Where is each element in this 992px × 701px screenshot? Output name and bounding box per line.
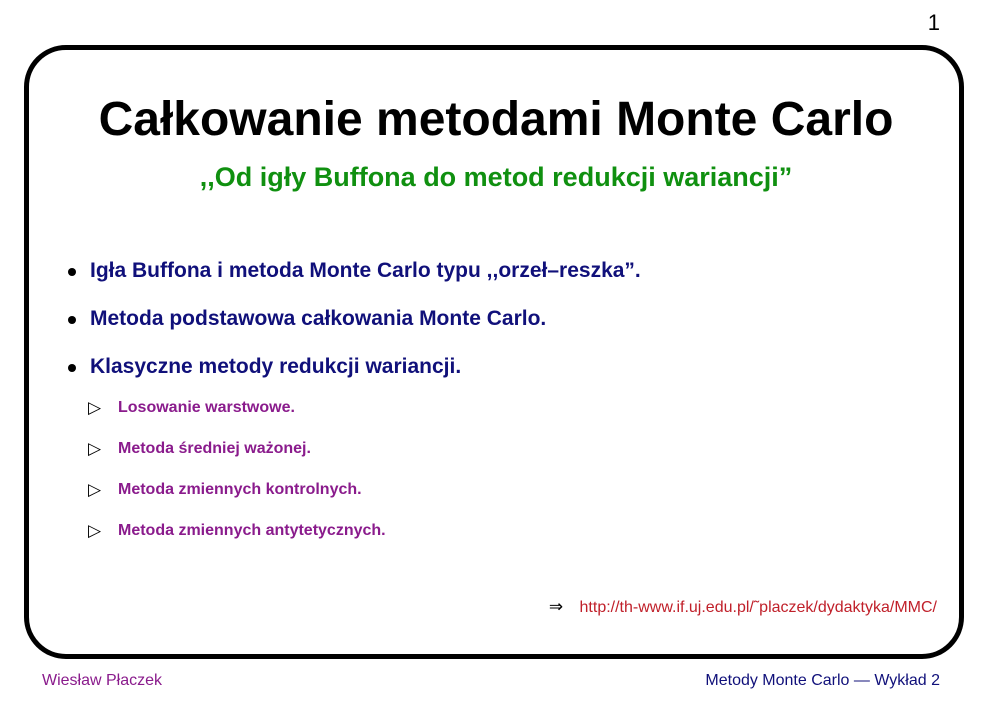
- footer-author: Wiesław Płaczek: [42, 672, 163, 689]
- sub-bullet-item: [88, 521, 386, 562]
- bullet-dot-icon: [68, 364, 76, 372]
- bullet-item: [65, 354, 641, 402]
- bullet-dot-icon: [68, 316, 76, 324]
- bullet-text: Metoda podstawowa całkowania Monte Carlo.: [90, 307, 547, 330]
- bullet-item: [65, 306, 641, 354]
- slide-title: Całkowanie metodami Monte Carlo: [98, 93, 894, 146]
- triangle-right-icon: ▷: [88, 480, 102, 500]
- bullet-text: Klasyczne metody redukcji wariancji.: [90, 355, 462, 378]
- sub-bullet-text: Metoda zmiennych antytetycznych.: [118, 522, 386, 539]
- bullet-dot-icon: [68, 268, 76, 276]
- footer-course: Metody Monte Carlo — Wykład 2: [705, 672, 940, 689]
- sub-bullet-text: Losowanie warstwowe.: [118, 399, 295, 416]
- sub-bullet-item: [88, 398, 386, 439]
- sub-bullet-item: [88, 480, 386, 521]
- bullet-item: [65, 258, 641, 306]
- sub-bullet-item: [88, 439, 386, 480]
- page-number: 1: [927, 10, 940, 35]
- slide-subtitle: ,,Od igły Buffona do metod redukcji wariancji”: [199, 162, 793, 192]
- sub-bullet-text: Metoda zmiennych kontrolnych.: [118, 481, 362, 498]
- triangle-right-icon: ▷: [88, 521, 102, 541]
- triangle-right-icon: ▷: [88, 398, 102, 418]
- sub-bullet-text: Metoda średniej ważonej.: [118, 440, 311, 457]
- sub-bullet-list: [88, 398, 386, 562]
- bullet-text: Igła Buffona i metoda Monte Carlo typu ,,orzeł–reszka”.: [90, 259, 641, 282]
- bullet-list: [65, 258, 641, 402]
- triangle-right-icon: ▷: [88, 439, 102, 459]
- link-row: [549, 597, 937, 617]
- course-url-link[interactable]: http://th-www.if.uj.edu.pl/˜placzek/dydaktyka/MMC/: [579, 599, 937, 616]
- implies-arrow-icon: ⇒: [548, 597, 564, 617]
